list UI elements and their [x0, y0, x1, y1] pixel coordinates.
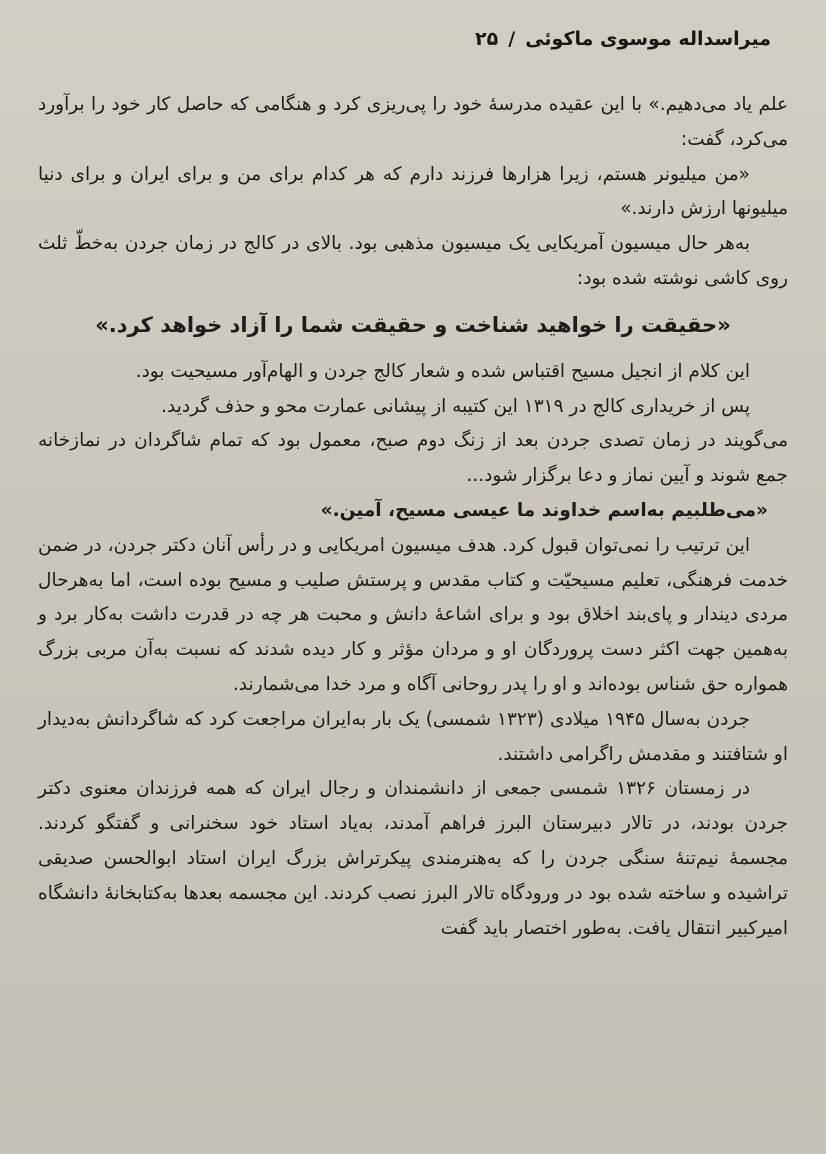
page-number: ۲۵ — [475, 28, 499, 50]
header-separator: / — [508, 28, 516, 50]
paragraph: این کلام از انجیل مسیح اقتباس شده و شعار کالج جردن و الهام‌آور مسیحیت بود. — [135, 360, 750, 382]
paragraph: علم یاد می‌دهیم.» با این عقیده مدرسهٔ خود را پی‌ریزی کرد و هنگامی که حاصل کار خود را برآورد می‌کرد، گفت: — [38, 94, 788, 150]
paragraph: «من میلیونر هستم، زیرا هزارها فرزند دارم که هر کدام برای من و برای ایران و برای دنیا میلیونها ارزش دارند.» — [38, 163, 788, 220]
prayer-quote: «می‌طلبیم به‌اسم خداوند ما عیسی مسیح، آمین.» — [320, 499, 768, 521]
paragraph: می‌گویند در زمان تصدی جردن بعد از زنگ دوم صبح، معمول بود که تمام شاگردان در نمازخانه جمع شوند و آیین نماز و دعا برگزار شود... — [38, 430, 788, 487]
motto-quote: «حقیقت را خواهید شناخت و حقیقت شما را آزاد خواهد کرد.» — [95, 312, 731, 337]
paragraph: جردن به‌سال ۱۹۴۵ میلادی (۱۳۲۳ شمسی) یک بار به‌ایران مراجعت کرد که شاگردانش به‌دیدار او شتافتند و مقدمش را‌گرامی داشتند. — [38, 708, 788, 765]
book-title: میراسداله موسوی ماکوئی — [525, 28, 771, 50]
running-header — [40, 28, 771, 50]
page-body — [38, 88, 788, 946]
paragraph: به‌هر حال میسیون آمریکایی یک میسیون مذهبی بود. بالای در کالج در زمان جردن به‌خطّ ثلث روی کاشی نوشته شده بود: — [38, 233, 788, 289]
paragraph: این ترتیب را نمی‌توان قبول کرد. هدف میسیون امریکایی و در رأس آنان دکتر جردن، در ضمن خدمت فرهنگی، تعلیم مسیحیّت و کتاب مقدس و پرستش صلیب و مسیح بوده است، اما به‌هر‌حال مردی دیندار و پای‌بند اخلاق بود و برای اشاعهٔ دانش و محبت هر چه در قدرت داشت به‌کار برد و به‌همین جهت اکثر دست پروردگان او و مردان مؤثر و کار دیده شدند که نسبت به‌آن مربی بزرگ همواره حق شناس بوده‌اند و او را پدر روحانی آگاه و مرد خدا می‌شمارند. — [38, 534, 788, 695]
paragraph: پس از خریداری کالج در ۱۳۱۹ این کتیبه از پیشانی عمارت محو و حذف گردید. — [161, 395, 750, 417]
paragraph: در زمستان ۱۳۲۶ شمسی جمعی از دانشمندان و رجال ایران که همه فرزندان معنوی دکتر جردن بودند، در تالار دبیرستان البرز فراهم آمدند، به‌یاد استاد خود سخنرانی و گفتگو کردند. مجسمهٔ نیم‌تنهٔ سنگی جردن را که به‌هنرمندی پیکرتراش بزرگ ایران استاد ابوالحسن صدیقی تراشیده و ساخته شده بود در ورودگاه تالار البرز نصب کردند. این مجسمه بعدها به‌کتابخانهٔ دانشگاه امیرکبیر انتقال یافت. به‌طور اختصار باید گفت — [38, 778, 788, 939]
